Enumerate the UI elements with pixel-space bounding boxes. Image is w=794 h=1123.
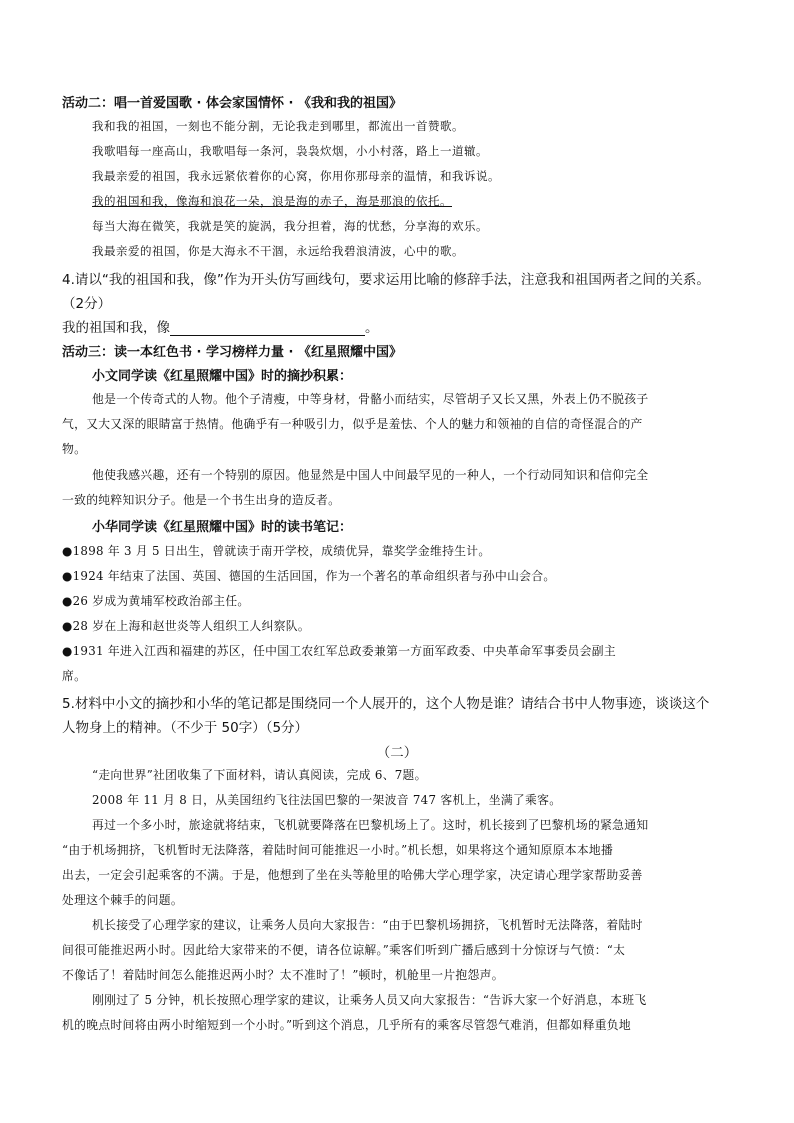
xiaowen-heading: 小文同学读《红星照耀中国》时的摘抄积累：: [92, 369, 353, 384]
question4-line1: 4.请以“我的祖国和我，像”作为开头仿写画线句，要求运用比喻的修辞手法，注意我和祖国两者之间的关系。: [62, 272, 710, 288]
passage-line: 出去，一定会引起乘客的不满。于是，他想到了坐在头等舱里的哈佛大学心理学家，决定请心理学家帮助妥善: [62, 868, 643, 882]
passage-line: 间很可能推迟两小时。因此给大家带来的不便，请各位谅解。”乘客们听到广播后感到十分惊讶与气愤：“太: [62, 943, 626, 957]
excerpt-line: 一致的纯粹知识分子。他是一个书生出身的造反者。: [62, 493, 341, 507]
passage-line: 机的晚点时间将由两小时缩短到一个小时。”听到这个消息，几乎所有的乘客尽管怨气难消，但都如释重负地: [62, 1018, 631, 1032]
passage-line: 刚刚过了 5 分钟，机长按照心理学家的建议，让乘务人员又向大家报告：“告诉大家一个好消息，本班飞: [92, 993, 647, 1007]
passage-line: “由于机场拥挤，飞机暂时无法降落，着陆时间可能推迟一小时。”机长想，如果将这个通知原原本本地播: [62, 843, 614, 857]
section-intro: “走向世界”社团收集了下面材料，请认真阅读，完成 6、7题。: [92, 768, 427, 782]
passage-line: 再过一个多小时，旅途就将结束，飞机就要降落在巴黎机场上了。这时，机长接到了巴黎机场的紧急通知: [92, 818, 649, 832]
lyric-line-underlined: [92, 193, 772, 209]
question4-line2: （2分）: [62, 296, 112, 312]
passage-line: 不像话了！着陆时间怎么能推迟两小时？太不准时了！”顿时，机舱里一片抱怨声。: [62, 968, 504, 982]
note-line: ●1924 年结束了法国、英国、德国的生活回国，作为一个著名的革命组织者与孙中山会合。: [62, 569, 556, 583]
section-heading: （二）: [376, 745, 418, 761]
answer-suffix: 。: [365, 320, 379, 336]
lyric-line: 我最亲爱的祖国，我永远紧依着你的心窝，你用你那母亲的温情，和我诉说。: [92, 169, 500, 183]
passage-line: 机长接受了心理学家的建议，让乘务人员向大家报告：“由于巴黎机场拥挤，飞机暂时无法降落，着陆时: [92, 918, 643, 932]
underlined-sentence: 我的祖国和我，像海和浪花一朵，浪是海的赤子，海是那浪的依托。: [92, 194, 452, 208]
lyric-line: 我和我的祖国，一刻也不能分割，无论我走到哪里，都流出一首赞歌。: [92, 119, 464, 133]
lyric-line: 每当大海在微笑，我就是笑的旋涡，我分担着，海的忧愁，分享海的欢乐。: [92, 219, 488, 233]
activity3-heading: 活动三：读一本红色书 · 学习榜样力量 · 《红星照耀中国》: [62, 345, 402, 360]
question5-line1: 5.材料中小文的摘抄和小华的笔记都是围绕同一个人展开的，这个人物是谁？请结合书中人物事迹，谈谈这个: [62, 696, 710, 712]
note-line: ●28 岁在上海和赵世炎等人组织工人纠察队。: [62, 619, 310, 633]
note-line: 席。: [62, 669, 87, 683]
activity2-heading: 活动二：唱一首爱国歌 · 体会家国情怀 · 《我和我的祖国》: [62, 96, 402, 111]
excerpt-line: 他是一个传奇式的人物。他个子清瘦，中等身材，骨骼小而结实，尽管胡子又长又黑，外表上仍不脱孩子: [92, 392, 649, 406]
note-line: ●1931 年进入江西和福建的苏区，任中国工农红军总政委兼第一方面军政委、中央革命军事委员会副主: [62, 644, 616, 658]
excerpt-line: 他使我感兴趣，还有一个特别的原因。他显然是中国人中间最罕见的一种人，一个行动同知识和信仰完全: [92, 468, 649, 482]
lyric-line: 我最亲爱的祖国，你是大海永不干涸，永远给我碧浪清波，心中的歌。: [92, 244, 464, 258]
note-line: ●26 岁成为黄埔军校政治部主任。: [62, 594, 250, 608]
xiaohua-heading: 小华同学读《红星照耀中国》时的读书笔记：: [92, 520, 353, 535]
answer-prefix: 我的祖国和我，像: [62, 320, 170, 336]
passage-line: 处理这个棘手的问题。: [62, 893, 183, 907]
answer-blank[interactable]: [170, 321, 365, 336]
note-line: ●1898 年 3 月 5 日出生，曾就读于南开学校，成绩优异，靠奖学金维持生计。: [62, 544, 491, 558]
passage-line: 2008 年 11 月 8 日，从美国纽约飞往法国巴黎的一架波音 747 客机上，坐满了乘客。: [92, 793, 562, 807]
question5-line2: 人物身上的精神。（不少于 50字）（5分）: [62, 720, 309, 736]
excerpt-line: 物。: [62, 442, 87, 456]
lyric-line: 我歌唱每一座高山，我歌唱每一条河，袅袅炊烟，小小村落，路上一道辙。: [92, 144, 488, 158]
question4-answer-line: [62, 316, 742, 336]
excerpt-line: 气，又大又深的眼睛富于热情。他确乎有一种吸引力，似乎是羞怯、个人的魅力和领袖的自信的奇怪混合的产: [62, 417, 643, 431]
